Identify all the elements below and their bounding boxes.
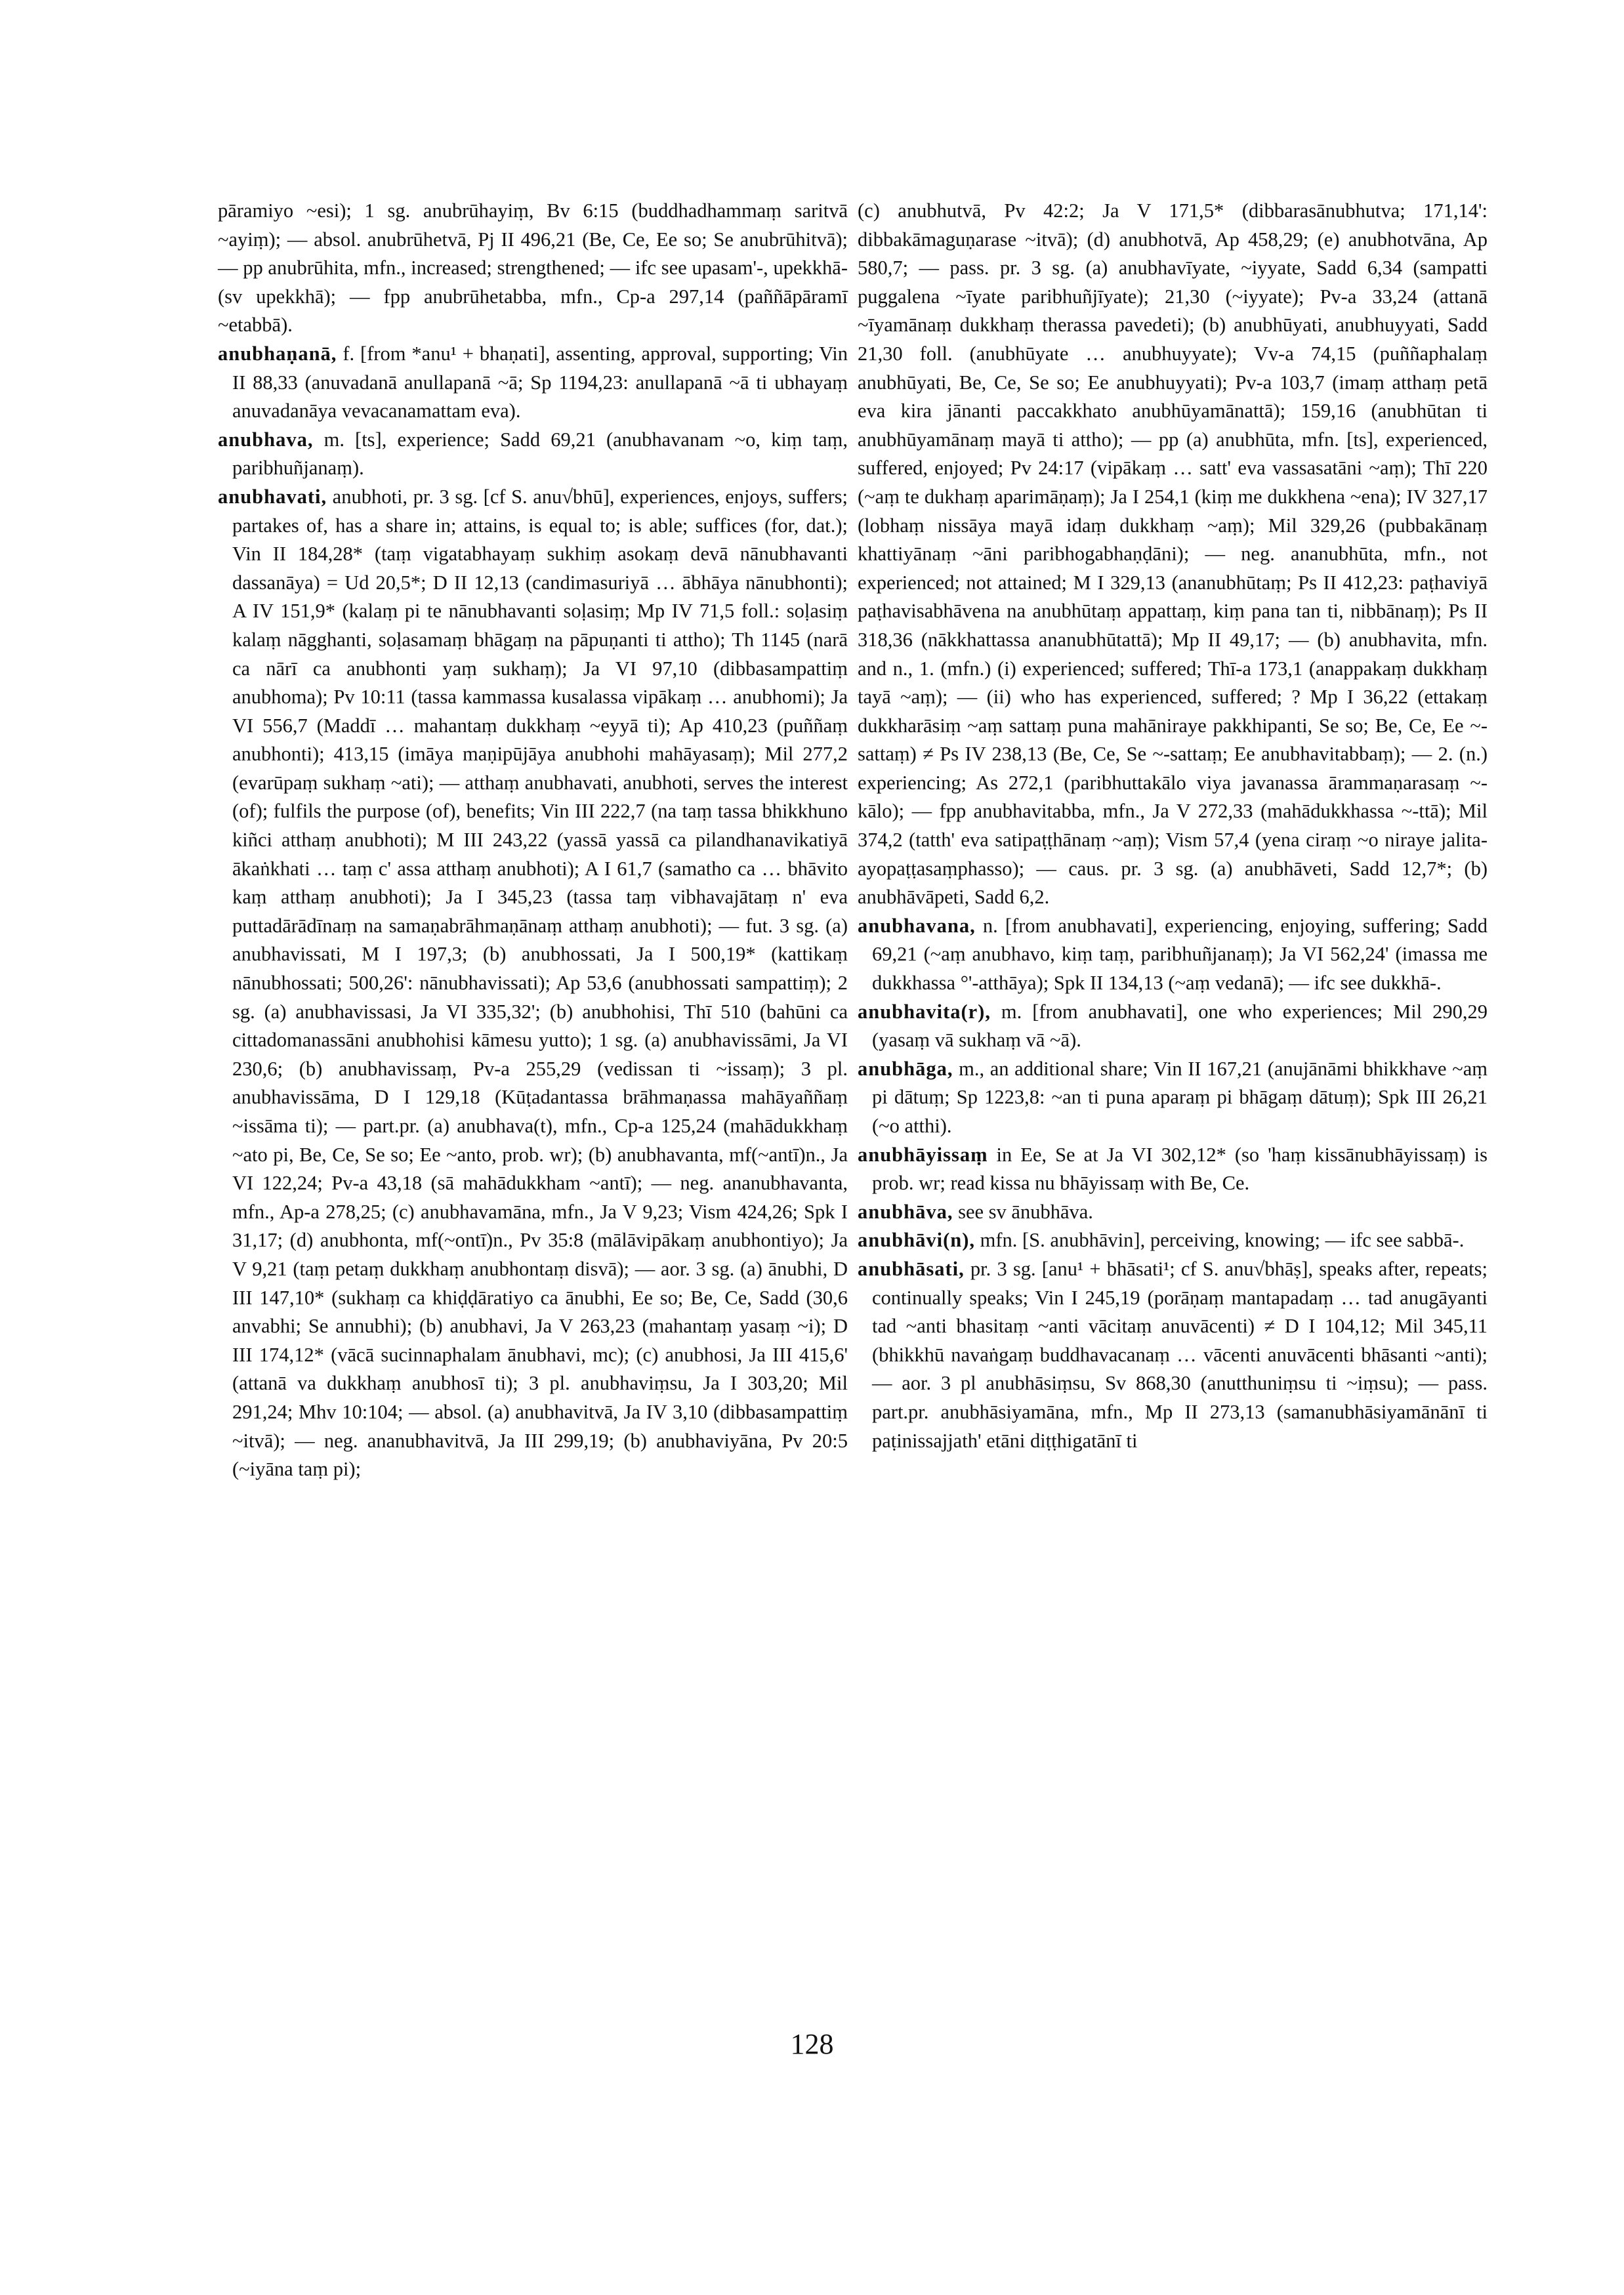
left-column	[218, 197, 848, 1484]
dictionary-entry: anubhāsati, pr. 3 sg. [anu¹ + bhāsati¹; cf S. anu√bhāṣ], speaks after, repeats; continually speaks; Vin I 245,19 (porāṇaṃ mantapadaṃ … tad anugāyanti tad ~anti bhasitaṃ ~anti vācitaṃ anuvācenti) ≠ D I 104,12; Mil 345,11 (bhikkhū navaṅgaṃ buddhavacanaṃ … vācenti anuvācenti bhāsanti ~anti); — aor. 3 pl anubhāsiṃsu, Sv 868,30 (anutthuniṃsu ti ~iṃsu); — pass. part.pr. anubhāsiyamāna, mfn., Mp II 273,13 (samanubhāsiyamānānī ti paṭinissajjath' etāni diṭṭhigatānī ti	[858, 1257, 1488, 1452]
headword: anubhava,	[218, 428, 314, 451]
page-number: 128	[790, 2028, 834, 2060]
headword: anubhaṇanā,	[218, 342, 337, 365]
dictionary-entry: anubhāyissaṃ in Ee, Se at Ja VI 302,12* (so 'haṃ kissānubhāyissaṃ) is prob. wr; read kissa nu bhāyissaṃ with Be, Ce.	[858, 1143, 1488, 1195]
entry-continuation: pāramiyo ~esi); 1 sg. anubrūhayiṃ, Bv 6:15 (buddhadhammaṃ saritvā ~ayiṃ); — absol. anubrūhetvā, Pj II 496,21 (Be, Ce, Ee so; Se anubrūhitvā); — pp anubrūhita, mfn., increased; strengthened; — ifc see upasam'-, upekkhā- (sv upekkhā); — fpp anubrūhetabba, mfn., Cp-a 297,14 (paññāpāramī ~etabbā).	[218, 199, 848, 337]
headword: anubhāga,	[858, 1057, 953, 1080]
dictionary-entry: anubhava, m. [ts], experience; Sadd 69,21 (anubhavanam ~o, kiṃ taṃ, paribhuñjanaṃ).	[218, 428, 848, 480]
dictionary-entry: anubhaṇanā, f. [from *anu¹ + bhaṇati], assenting, approval, supporting; Vin II 88,33 (anuvadanā anullapanā ~ā; Sp 1194,23: anullapanā ~ā ti ubhayaṃ anuvadanāya vevacanamattam eva).	[218, 342, 848, 423]
entry-continuation: (c) anubhutvā, Pv 42:2; Ja V 171,5* (dibbarasānubhutva; 171,14': dibbakāmaguṇarase ~itvā); (d) anubhotvā, Ap 458,29; (e) anubhotvāna, Ap 580,7; — pass. pr. 3 sg. (a) anubhavīyate, ~iyyate, Sadd 6,34 (sampatti puggalena ~īyate paribhuñjīyate); 21,30 (~iyyate); Pv-a 33,24 (attanā ~īyamānaṃ dukkhaṃ therassa pavedeti); (b) anubhūyati, anubhuyyati, Sadd 21,30 foll. (anubhūyate … anubhuyyate); Vv-a 74,15 (puññaphalaṃ anubhūyati, Be, Ce, Se so; Ee anubhuyyati); Pv-a 103,7 (imaṃ atthaṃ petā eva kira jānanti paccakkhato anubhūyamānattā); 159,16 (anubhūtan ti anubhūyamānaṃ mayā ti attho); — pp (a) anubhūta, mfn. [ts], experienced, suffered, enjoyed; Pv 24:17 (vipākaṃ … satt' eva vassasatāni ~aṃ); Thī 220 (~aṃ te dukhaṃ aparimāṇaṃ); Ja I 254,1 (kiṃ me dukkhena ~ena); IV 327,17 (lobhaṃ nissāya mayā idaṃ dukkhaṃ ~aṃ); Mil 329,26 (pubbakānaṃ khattiyānaṃ ~āni paribhogabhaṇḍāni); — neg. ananubhūta, mfn., not experienced; not attained; M I 329,13 (ananubhūtaṃ; Ps II 412,23: paṭhaviyā paṭhavisabhāvena na anubhūtaṃ appattaṃ, kiṃ pana tan ti, nibbānaṃ); Ps II 318,36 (nākkhattassa ananubhūtattā); Mp II 49,17; — (b) anubhavita, mfn. and n., 1. (mfn.) (i) experienced; suffered; Thī-a 173,1 (anappakaṃ dukkhaṃ tayā ~aṃ); — (ii) who has experienced, suffered; ? Mp I 36,22 (ettakaṃ dukkharāsiṃ ~aṃ sattaṃ puna mahāniraye pakkhipanti, Se so; Be, Ce, Ee ~-sattaṃ) ≠ Ps IV 238,13 (Be, Ce, Se ~-sattaṃ; Ee anubhavitabbaṃ); — 2. (n.) experiencing; As 272,1 (paribhuttakālo viya javanassa ārammaṇarasaṃ ~-kālo); — fpp anubhavitabba, mfn., Ja V 272,33 (mahādukkhassa ~-ttā); Mil 374,2 (tatth' eva satipaṭṭhānaṃ ~aṃ); Vism 57,4 (yena ciraṃ ~o niraye jalita-ayopaṭṭasaṃphasso); — caus. pr. 3 sg. (a) anubhāveti, Sadd 12,7*; (b) anubhāvāpeti, Sadd 6,2.	[858, 199, 1488, 909]
headword: anubhāva,	[858, 1200, 953, 1223]
dictionary-entry: anubhāva, see sv ānubhāva.	[858, 1200, 1093, 1223]
headword: anubhāvi(n),	[858, 1229, 975, 1252]
headword: anubhāsati,	[858, 1257, 965, 1280]
headword: anubhavana,	[858, 914, 976, 937]
headword: anubhāyissaṃ	[858, 1143, 988, 1166]
dictionary-entry: anubhavati, anubhoti, pr. 3 sg. [cf S. anu√bhū], experiences, enjoys, suffers; partakes of, has a share in; attains, is equal to; is able; suffices (for, dat.); Vin II 184,28* (taṃ vigatabhayaṃ sukhiṃ asokaṃ devā nānubhavanti dassanāya) = Ud 20,5*; D II 12,13 (candimasuriyā … ābhāya nānubhonti); A IV 151,9* (kalaṃ pi te nānubhavanti soḷasiṃ; Mp IV 71,5 foll.: soḷasiṃ kalaṃ nāgghanti, soḷasamaṃ bhāgaṃ na pāpuṇanti ti attho); Th 1145 (narā ca nārī ca anubhonti yaṃ sukhaṃ); Ja VI 97,10 (dibbasampattiṃ anubhoma); Pv 10:11 (tassa kammassa kusalassa vipākaṃ … anubhomi); Ja VI 556,7 (Maddī … mahantaṃ dukkhaṃ ~eyyā ti); Ap 410,23 (puññaṃ anubhonti); 413,15 (imāya maṇipūjāya anubhohi mahāyasaṃ); Mil 277,2 (evarūpaṃ sukhaṃ ~ati); — atthaṃ anubhavati, anubhoti, serves the interest (of); fulfils the purpose (of), benefits; Vin III 222,7 (na taṃ tassa bhikkhuno kiñci atthaṃ anubhoti); M III 243,22 (yassā yassā ca pilandhanavikatiyā ākaṅkhati … taṃ c' assa atthaṃ anubhoti); A I 61,7 (samatho ca … bhāvito kaṃ atthaṃ anubhoti); Ja I 345,23 (tassa taṃ vibhavajātaṃ n' eva puttadārādīnaṃ na samaṇabrāhmaṇānaṃ atthaṃ anubhoti); — fut. 3 sg. (a) anubhavissati, M I 197,3; (b) anubhossati, Ja I 500,19* (kattikaṃ nānubhossati; 500,26': nānubhavissati); Ap 53,6 (anubhossati sampattiṃ); 2 sg. (a) anubhavissasi, Ja VI 335,32'; (b) anubhohisi, Thī 510 (bahūni ca cittadomanassāni anubhohisi kāmesu yutto); 1 sg. (a) anubhavissāmi, Ja VI 230,6; (b) anubhavissaṃ, Pv-a 255,29 (vedissan ti ~issaṃ); 3 pl. anubhavissāma, D I 129,18 (Kūṭadantassa brāhmaṇassa mahāyaññaṃ ~issāma ti); — part.pr. (a) anubhava(t), mfn., Cp-a 125,24 (mahādukkhaṃ ~ato pi, Be, Ce, Se so; Ee ~anto, prob. wr); (b) anubhavanta, mf(~antī)n., Ja VI 122,24; Pv-a 43,18 (sā mahādukkham ~antī); — neg. ananubhavanta, mfn., Ap-a 278,25; (c) anubhavamāna, mfn., Ja V 9,23; Vism 424,26; Spk I 31,17; (d) anubhonta, mf(~ontī)n., Pv 35:8 (mālāvipākaṃ anubhontiyo); Ja V 9,21 (taṃ petaṃ dukkhaṃ anubhontaṃ disvā); — aor. 3 sg. (a) ānubhi, D III 147,10* (sukhaṃ ca khiḍḍāratiyo ca ānubhi, Ee so; Be, Ce, Sadd (30,6 anvabhi; Se annubhi); (b) anubhavi, Ja V 263,23 (mahantaṃ yasaṃ ~i); D III 174,12* (vācā sucinnaphalam ānubhavi, mc); (c) anubhosi, Ja III 415,6' (attanā va dukkhaṃ anubhosī ti); 3 pl. anubhaviṃsu, Ja I 303,20; Mil 291,24; Mhv 10:104; — absol. (a) anubhavitvā, Ja IV 3,10 (dibbasampattiṃ ~itvā); — neg. ananubhavitvā, Ja III 299,19; (b) anubhaviyāna, Pv 20:5 (~iyāna taṃ pi);	[218, 485, 848, 1481]
headword: anubhavita(r),	[858, 1000, 991, 1023]
dictionary-entry: anubhāga, m., an additional share; Vin II 167,21 (anujānāmi bhikkhave ~aṃ pi dātuṃ; Sp 1223,8: ~an ti puna aparaṃ pi bhāgaṃ dātuṃ); Spk III 26,21 (~o atthi).	[858, 1057, 1488, 1137]
headword: anubhavati,	[218, 485, 327, 508]
right-column	[858, 197, 1488, 1455]
dictionary-entry: anubhavita(r), m. [from anubhavati], one who experiences; Mil 290,29 (yasaṃ vā sukhaṃ vā ~ā).	[858, 1000, 1488, 1052]
dictionary-entry: anubhavana, n. [from anubhavati], experiencing, enjoying, suffering; Sadd 69,21 (~aṃ anubhavo, kiṃ taṃ, paribhuñjanaṃ); Ja VI 562,24' (imassa me dukkhassa °'-atthāya); Spk II 134,13 (~aṃ vedanā); — ifc see dukkhā-.	[858, 914, 1488, 995]
dictionary-entry: anubhāvi(n), mfn. [S. anubhāvin], perceiving, knowing; — ifc see sabbā-.	[858, 1229, 1465, 1252]
